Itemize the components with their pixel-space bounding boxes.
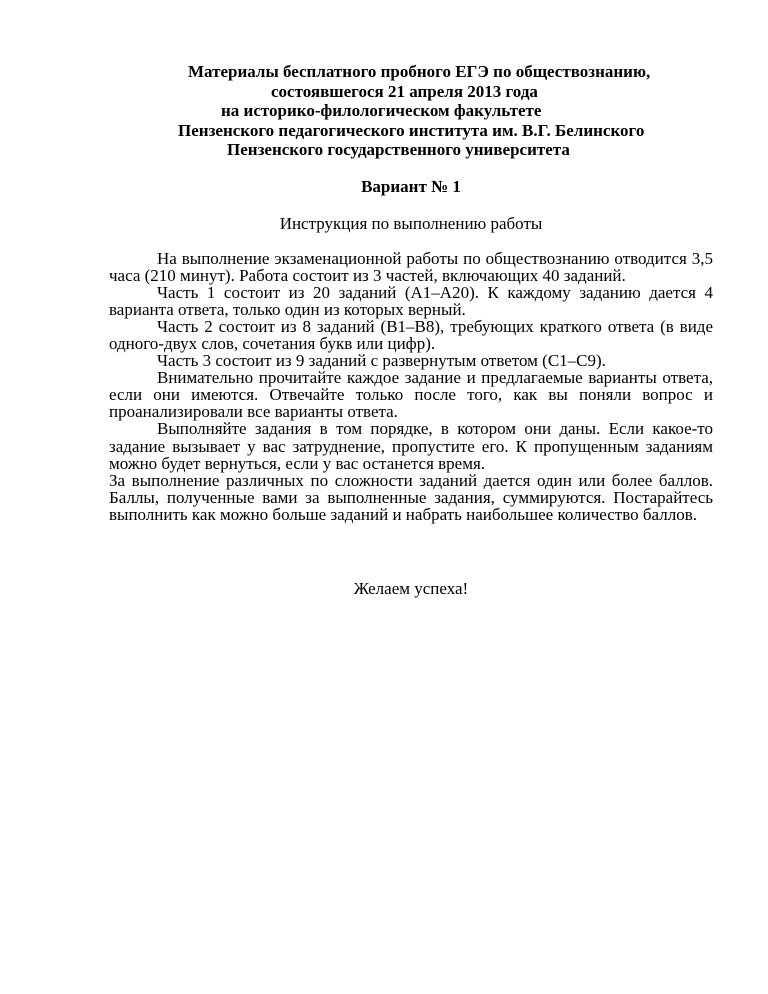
paragraph: Выполняйте задания в том порядке, в котором они даны. Если какое-то задание вызывает у вас затруднение, пропустите его. К пропущенным заданиям можно будет вернуться, если у вас останется время. <box>109 419 713 473</box>
paragraph: Внимательно прочитайте каждое задание и предлагаемые варианты ответа, если они имеются. Отвечайте только после того, как вы поняли вопрос и проанализировали все варианты ответа. <box>109 368 713 422</box>
header-line-3: на историко-филологическом факультете <box>221 101 542 120</box>
document-header <box>109 62 713 160</box>
header-line-4: Пензенского педагогического института им. В.Г. Белинского <box>178 120 645 140</box>
instructions-body <box>109 250 713 524</box>
document-page <box>109 62 713 599</box>
header-line-2: состоявшегося 21 апреля 2013 года <box>271 81 538 101</box>
variant-title: Вариант № 1 <box>361 176 461 196</box>
paragraph: Часть 3 состоит из 9 заданий с развернутым ответом (С1–С9). <box>157 351 606 371</box>
instructions-title: Инструкция по выполнению работы <box>279 213 543 233</box>
header-line-5: Пензенского государственного университета <box>227 140 570 159</box>
paragraph: Часть 2 состоит из 8 заданий (В1–В8), требующих краткого ответа (в виде одного-двух слов, сочетания букв или цифр). <box>109 316 713 353</box>
paragraph: На выполнение экзаменационной работы по обществознанию отводится 3,5 часа (210 минут). Работа состоит из 3 частей, включающих 40 заданий. <box>109 248 713 285</box>
paragraph: За выполнение различных по сложности заданий дается один или более баллов. Баллы, полученные вами за выполненные задания, суммируются. Постарайтесь выполнить как можно больше заданий и набрать наибольшее количество баллов. <box>109 470 713 524</box>
paragraph: Часть 1 состоит из 20 заданий (А1–А20). К каждому заданию дается 4 варианта ответа, только один из которых верный. <box>109 282 713 319</box>
closing-wish: Желаем успеха! <box>353 579 469 598</box>
header-line-1: Материалы бесплатного пробного ЕГЭ по обществознанию, <box>188 62 651 81</box>
